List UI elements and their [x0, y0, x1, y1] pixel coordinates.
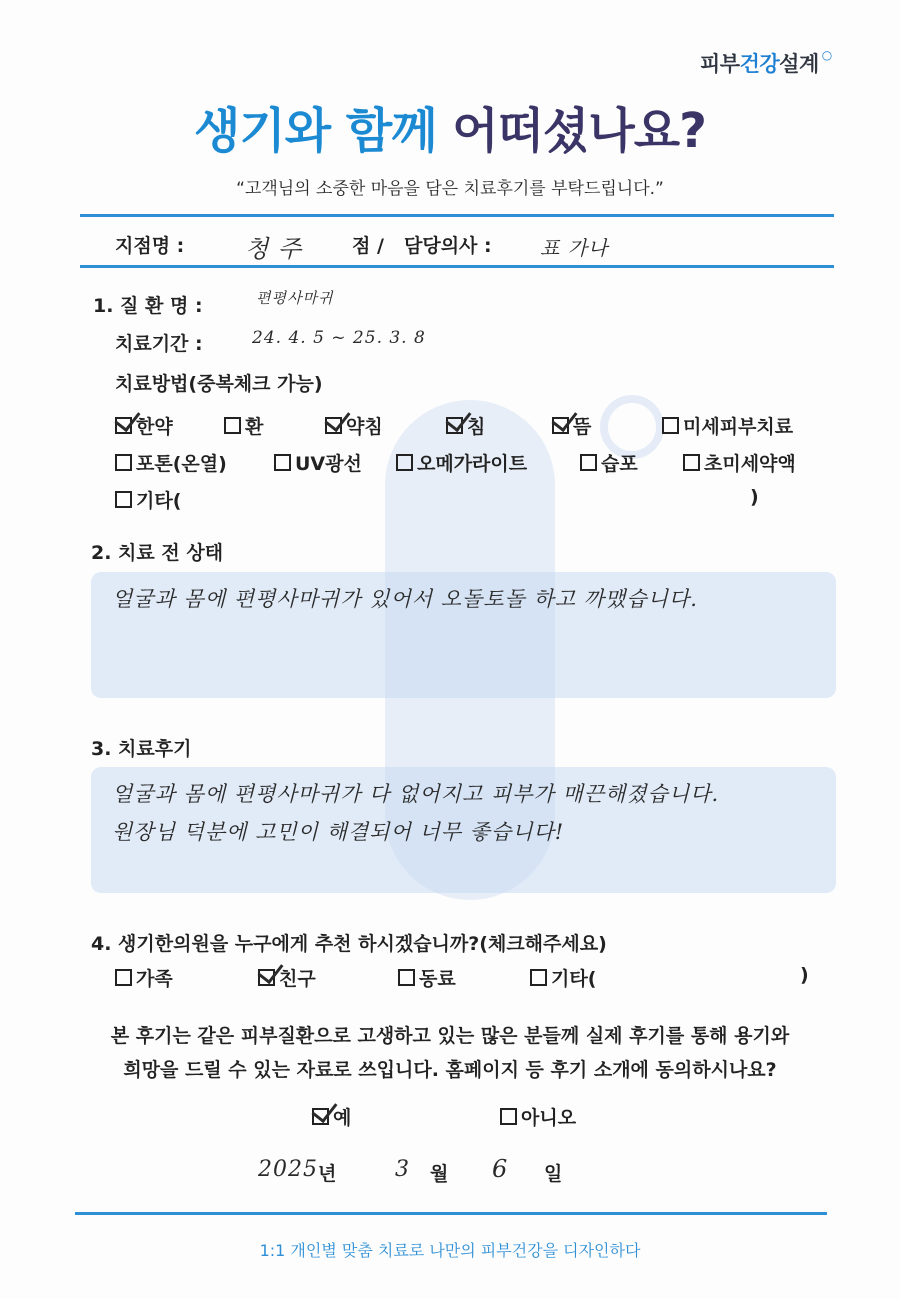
brand-part1: 피부	[700, 52, 740, 76]
recommend-family[interactable]: 가족	[115, 964, 173, 991]
consent-line1: 본 후기는 같은 피부질환으로 고생하고 있는 많은 분들께 실제 후기를 통해 용기와	[110, 1025, 790, 1047]
checkbox[interactable]	[398, 969, 415, 986]
date-day[interactable]: 6	[492, 1155, 509, 1183]
q2-title: 2. 치료 전 상태	[91, 542, 224, 564]
q3-title: 3. 치료후기	[91, 738, 192, 760]
checkbox-checked[interactable]	[115, 417, 132, 434]
option-herbal[interactable]: 한약	[115, 412, 173, 439]
checkbox-checked[interactable]	[325, 417, 342, 434]
option-pharmacopuncture[interactable]: 약침	[325, 412, 383, 439]
doctor-label: 담당의사 :	[404, 235, 492, 257]
date-year-unit: 년	[318, 1163, 337, 1185]
recommend-friend[interactable]: 친구	[258, 964, 316, 991]
checkbox[interactable]	[224, 417, 241, 434]
circle-dot-icon: ○	[821, 48, 832, 62]
date-year[interactable]: 2025	[258, 1157, 318, 1182]
disease-label: 1. 질 환 명 :	[93, 295, 203, 317]
branch-label: 지점명 :	[115, 235, 185, 257]
option-pill[interactable]: 환	[224, 412, 263, 439]
checkbox[interactable]	[115, 491, 132, 508]
q2-answer: 얼굴과 몸에 편평사마귀가 있어서 오돌토돌 하고 까맸습니다.	[112, 587, 698, 611]
period-label: 치료기간 :	[115, 333, 203, 355]
brand-part3: 설계	[779, 52, 819, 76]
checkbox[interactable]	[500, 1108, 517, 1125]
q3-answer-line1: 얼굴과 몸에 편평사마귀가 다 없어지고 피부가 매끈해졌습니다.	[112, 782, 720, 806]
q4-title: 4. 생기한의원을 누구에게 추천 하시겠습니까?(체크해주세요)	[91, 933, 607, 955]
option-other[interactable]: 기타(	[115, 486, 181, 513]
checkbox[interactable]	[274, 454, 291, 471]
checkbox-checked[interactable]	[312, 1108, 329, 1125]
option-omega-light[interactable]: 오메가라이트	[396, 449, 527, 476]
title-part1: 생기와 함께	[194, 103, 453, 159]
q3-answer-line2: 원장님 덕분에 고민이 해결되어 너무 좋습니다!	[112, 820, 565, 844]
branch-value[interactable]: 청 주	[245, 235, 302, 263]
period-value[interactable]: 24. 4. 5 ~ 25. 3. 8	[252, 328, 426, 348]
option-micro-skin[interactable]: 미세피부치료	[662, 412, 793, 439]
page-subtitle: “고객님의 소중한 마음을 담은 치료후기를 부탁드립니다.”	[236, 179, 664, 199]
checkbox[interactable]	[396, 454, 413, 471]
option-compress[interactable]: 습포	[580, 449, 638, 476]
brand-part2: 건강	[739, 52, 780, 76]
checkbox[interactable]	[115, 454, 132, 471]
checkbox[interactable]	[683, 454, 700, 471]
checkbox-checked[interactable]	[552, 417, 569, 434]
checkbox-checked[interactable]	[258, 969, 275, 986]
consent-no[interactable]: 아니오	[500, 1103, 576, 1130]
page-title	[0, 92, 900, 161]
option-photon[interactable]: 포톤(온열)	[115, 449, 227, 476]
doctor-value[interactable]: 표 가나	[540, 236, 609, 260]
checkbox[interactable]	[580, 454, 597, 471]
option-acupuncture[interactable]: 침	[446, 412, 485, 439]
checkbox[interactable]	[115, 969, 132, 986]
checkbox[interactable]	[530, 969, 547, 986]
option-ultra-fine[interactable]: 초미세약액	[683, 449, 796, 476]
consent-yes[interactable]: 예	[312, 1103, 351, 1130]
footer-slogan: 1:1 개인별 맞춤 치료로 나만의 피부건강을 디자인하다	[259, 1241, 641, 1260]
recommend-other[interactable]: 기타(	[530, 964, 596, 991]
disease-value[interactable]: 편평사마귀	[256, 289, 334, 307]
date-month-unit: 월	[430, 1163, 449, 1185]
consent-line2: 희망을 드릴 수 있는 자료로 쓰입니다. 홈페이지 등 후기 소개에 동의하시나요?	[123, 1059, 777, 1081]
top-rule	[80, 214, 834, 217]
date-day-unit: 일	[544, 1163, 563, 1185]
recommend-colleague[interactable]: 동료	[398, 964, 456, 991]
date-month[interactable]: 3	[395, 1157, 410, 1182]
branch-suffix: 점 /	[352, 235, 384, 257]
option-other-close: )	[750, 486, 759, 508]
option-moxibustion[interactable]: 뜸	[552, 412, 591, 439]
checkbox[interactable]	[662, 417, 679, 434]
title-part2: 어떠셨나요?	[452, 103, 706, 159]
brand-logo	[700, 48, 832, 78]
option-uv[interactable]: UV광선	[274, 449, 362, 476]
recommend-other-close: )	[800, 964, 809, 986]
method-label: 치료방법(중복체크 가능)	[115, 373, 323, 395]
footer-rule	[75, 1212, 827, 1215]
branch-rule	[80, 265, 834, 268]
checkbox-checked[interactable]	[446, 417, 463, 434]
